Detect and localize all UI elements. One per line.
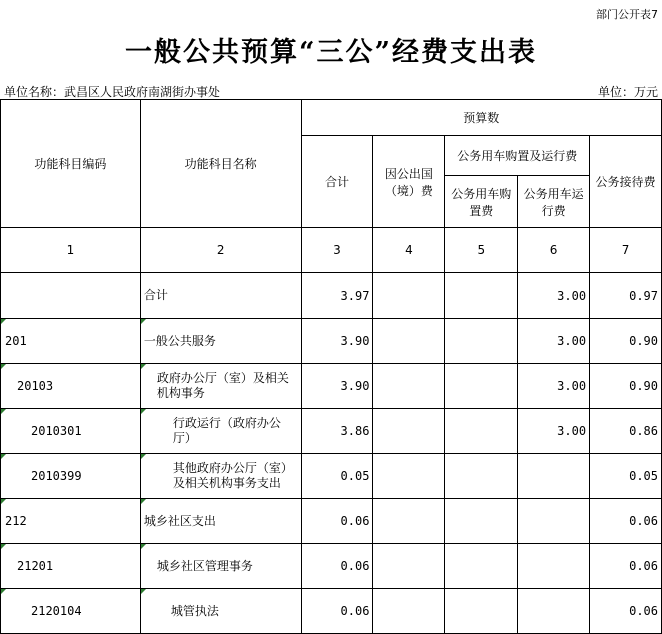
header-budget: 预算数 bbox=[301, 100, 661, 136]
cell-name bbox=[140, 409, 301, 454]
cell-code bbox=[1, 319, 141, 364]
cell-abroad bbox=[373, 364, 445, 409]
cell-code-text: 2120104 bbox=[31, 604, 82, 618]
table-row bbox=[1, 454, 662, 499]
cell-marker-icon bbox=[141, 589, 146, 594]
index-cell: 1 bbox=[1, 228, 141, 273]
cell-vehicle-purchase bbox=[445, 454, 518, 499]
cell-abroad bbox=[373, 409, 445, 454]
cell-reception-text: 0.06 bbox=[629, 604, 658, 618]
cell-reception-text: 0.06 bbox=[629, 559, 658, 573]
cell-vehicle-purchase bbox=[445, 273, 518, 319]
unit-amount: 单位：万元 bbox=[597, 85, 658, 99]
cell-code-text: 2010399 bbox=[31, 469, 82, 483]
cell-abroad bbox=[373, 273, 445, 319]
cell-vehicle-running bbox=[518, 499, 590, 544]
cell-reception bbox=[590, 319, 662, 364]
cell-abroad bbox=[373, 544, 445, 589]
cell-reception bbox=[590, 454, 662, 499]
cell-reception bbox=[590, 409, 662, 454]
cell-name-text: 一般公共服务 bbox=[143, 333, 216, 348]
cell-vehicle-running-text: 3.00 bbox=[557, 334, 587, 348]
cell-marker-icon bbox=[141, 364, 146, 369]
cell-vehicle-running bbox=[518, 273, 590, 319]
cell-name bbox=[140, 589, 301, 634]
cell-code-text: 2010301 bbox=[31, 424, 82, 438]
cell-name bbox=[140, 364, 301, 409]
cell-code bbox=[1, 273, 141, 319]
page-title: 一般公共预算“三公”经费支出表 bbox=[124, 37, 538, 68]
header-reception: 公务接待费 bbox=[590, 136, 662, 228]
cell-name bbox=[140, 454, 301, 499]
cell-vehicle-running bbox=[518, 589, 590, 634]
cell-vehicle-purchase bbox=[445, 319, 518, 364]
cell-name-text: 其他政府办公厅（室）及相关机构事务支出 bbox=[172, 461, 293, 490]
cell-marker-icon bbox=[141, 499, 146, 504]
cell-marker-icon bbox=[1, 364, 6, 369]
cell-name-text: 城乡社区管理事务 bbox=[156, 558, 253, 573]
header-vehicle-purchase: 公务用车购置费 bbox=[445, 176, 518, 228]
cell-code bbox=[1, 499, 141, 544]
cell-marker-icon bbox=[1, 589, 6, 594]
cell-vehicle-running bbox=[518, 319, 590, 364]
cell-vehicle-running-text: 3.00 bbox=[557, 379, 587, 393]
cell-name bbox=[140, 273, 301, 319]
index-cell: 2 bbox=[140, 228, 301, 273]
cell-total-text: 0.06 bbox=[340, 559, 370, 573]
cell-name-text: 城管执法 bbox=[170, 603, 219, 618]
cell-code bbox=[1, 589, 141, 634]
cell-marker-icon bbox=[141, 409, 146, 414]
table-row bbox=[1, 319, 662, 364]
cell-marker-icon bbox=[1, 319, 6, 324]
cell-marker-icon bbox=[1, 454, 6, 459]
cell-code bbox=[1, 544, 141, 589]
cell-reception bbox=[590, 273, 662, 319]
header-code: 功能科目编码 bbox=[1, 100, 141, 228]
cell-total-text: 3.86 bbox=[340, 424, 370, 438]
table-row bbox=[1, 544, 662, 589]
cell-vehicle-running bbox=[518, 544, 590, 589]
cell-vehicle-running-text: 3.00 bbox=[557, 424, 587, 438]
cell-vehicle-running bbox=[518, 454, 590, 499]
cell-total bbox=[301, 454, 373, 499]
cell-total-text: 3.90 bbox=[340, 334, 370, 348]
cell-total-text: 3.90 bbox=[340, 379, 370, 393]
header-vehicle: 公务用车购置及运行费 bbox=[445, 136, 590, 176]
cell-marker-icon bbox=[141, 454, 146, 459]
cell-vehicle-running bbox=[518, 364, 590, 409]
cell-code-text: 20103 bbox=[17, 379, 54, 393]
cell-name bbox=[140, 544, 301, 589]
budget-table bbox=[0, 99, 662, 634]
table-row bbox=[1, 499, 662, 544]
cell-reception bbox=[590, 364, 662, 409]
cell-total bbox=[301, 364, 373, 409]
cell-reception-text: 0.90 bbox=[629, 379, 658, 393]
table-row bbox=[1, 589, 662, 634]
cell-marker-icon bbox=[141, 319, 146, 324]
index-cell: 6 bbox=[518, 228, 590, 273]
cell-total-text: 3.97 bbox=[340, 288, 370, 303]
cell-name bbox=[140, 499, 301, 544]
cell-abroad bbox=[373, 589, 445, 634]
cell-total-text: 0.06 bbox=[340, 514, 370, 528]
cell-abroad bbox=[373, 454, 445, 499]
table-row bbox=[1, 273, 662, 319]
cell-marker-icon bbox=[1, 499, 6, 504]
table-row bbox=[1, 364, 662, 409]
table-row bbox=[1, 409, 662, 454]
cell-vehicle-purchase bbox=[445, 364, 518, 409]
cell-code bbox=[1, 364, 141, 409]
header-name: 功能科目名称 bbox=[140, 100, 301, 228]
cell-total-text: 0.05 bbox=[340, 469, 370, 483]
cell-vehicle-purchase bbox=[445, 409, 518, 454]
cell-code bbox=[1, 454, 141, 499]
table-body bbox=[1, 273, 662, 634]
cell-vehicle-purchase bbox=[445, 589, 518, 634]
cell-name-text: 行政运行（政府办公厅） bbox=[172, 416, 281, 445]
cell-reception bbox=[590, 499, 662, 544]
cell-name-text: 政府办公厅（室）及相关机构事务 bbox=[156, 371, 289, 400]
index-cell: 4 bbox=[373, 228, 445, 273]
cell-reception bbox=[590, 544, 662, 589]
cell-marker-icon bbox=[1, 544, 6, 549]
index-cell: 3 bbox=[301, 228, 373, 273]
cell-abroad bbox=[373, 319, 445, 364]
header-vehicle-running: 公务用车运行费 bbox=[518, 176, 590, 228]
cell-reception-text: 0.06 bbox=[629, 514, 658, 528]
cell-code-text: 212 bbox=[5, 514, 27, 528]
cell-total bbox=[301, 544, 373, 589]
cell-reception bbox=[590, 589, 662, 634]
cell-code-text: 201 bbox=[5, 334, 27, 348]
cell-name bbox=[140, 319, 301, 364]
cell-marker-icon bbox=[141, 544, 146, 549]
cell-vehicle-running bbox=[518, 409, 590, 454]
form-number: 部门公开表7 bbox=[596, 8, 658, 21]
cell-reception-text: 0.05 bbox=[629, 469, 658, 483]
header-total: 合计 bbox=[301, 136, 373, 228]
header-abroad: 因公出国（境）费 bbox=[373, 136, 445, 228]
cell-reception-text: 0.97 bbox=[629, 288, 658, 303]
cell-name-text: 城乡社区支出 bbox=[143, 513, 216, 528]
cell-abroad bbox=[373, 499, 445, 544]
cell-name-text: 合计 bbox=[143, 288, 168, 302]
cell-vehicle-purchase bbox=[445, 499, 518, 544]
cell-code-text: 21201 bbox=[17, 559, 54, 573]
cell-total bbox=[301, 589, 373, 634]
index-cell: 5 bbox=[445, 228, 518, 273]
cell-code bbox=[1, 409, 141, 454]
cell-total bbox=[301, 319, 373, 364]
cell-reception-text: 0.86 bbox=[629, 424, 658, 438]
cell-marker-icon bbox=[1, 409, 6, 414]
cell-total bbox=[301, 273, 373, 319]
unit-name: 单位名称：武昌区人民政府南湖街办事处 bbox=[4, 85, 221, 99]
cell-reception-text: 0.90 bbox=[629, 334, 658, 348]
cell-vehicle-running-text: 3.00 bbox=[557, 288, 587, 303]
index-cell: 7 bbox=[590, 228, 662, 273]
cell-total-text: 0.06 bbox=[340, 604, 370, 618]
cell-total bbox=[301, 409, 373, 454]
cell-vehicle-purchase bbox=[445, 544, 518, 589]
cell-total bbox=[301, 499, 373, 544]
